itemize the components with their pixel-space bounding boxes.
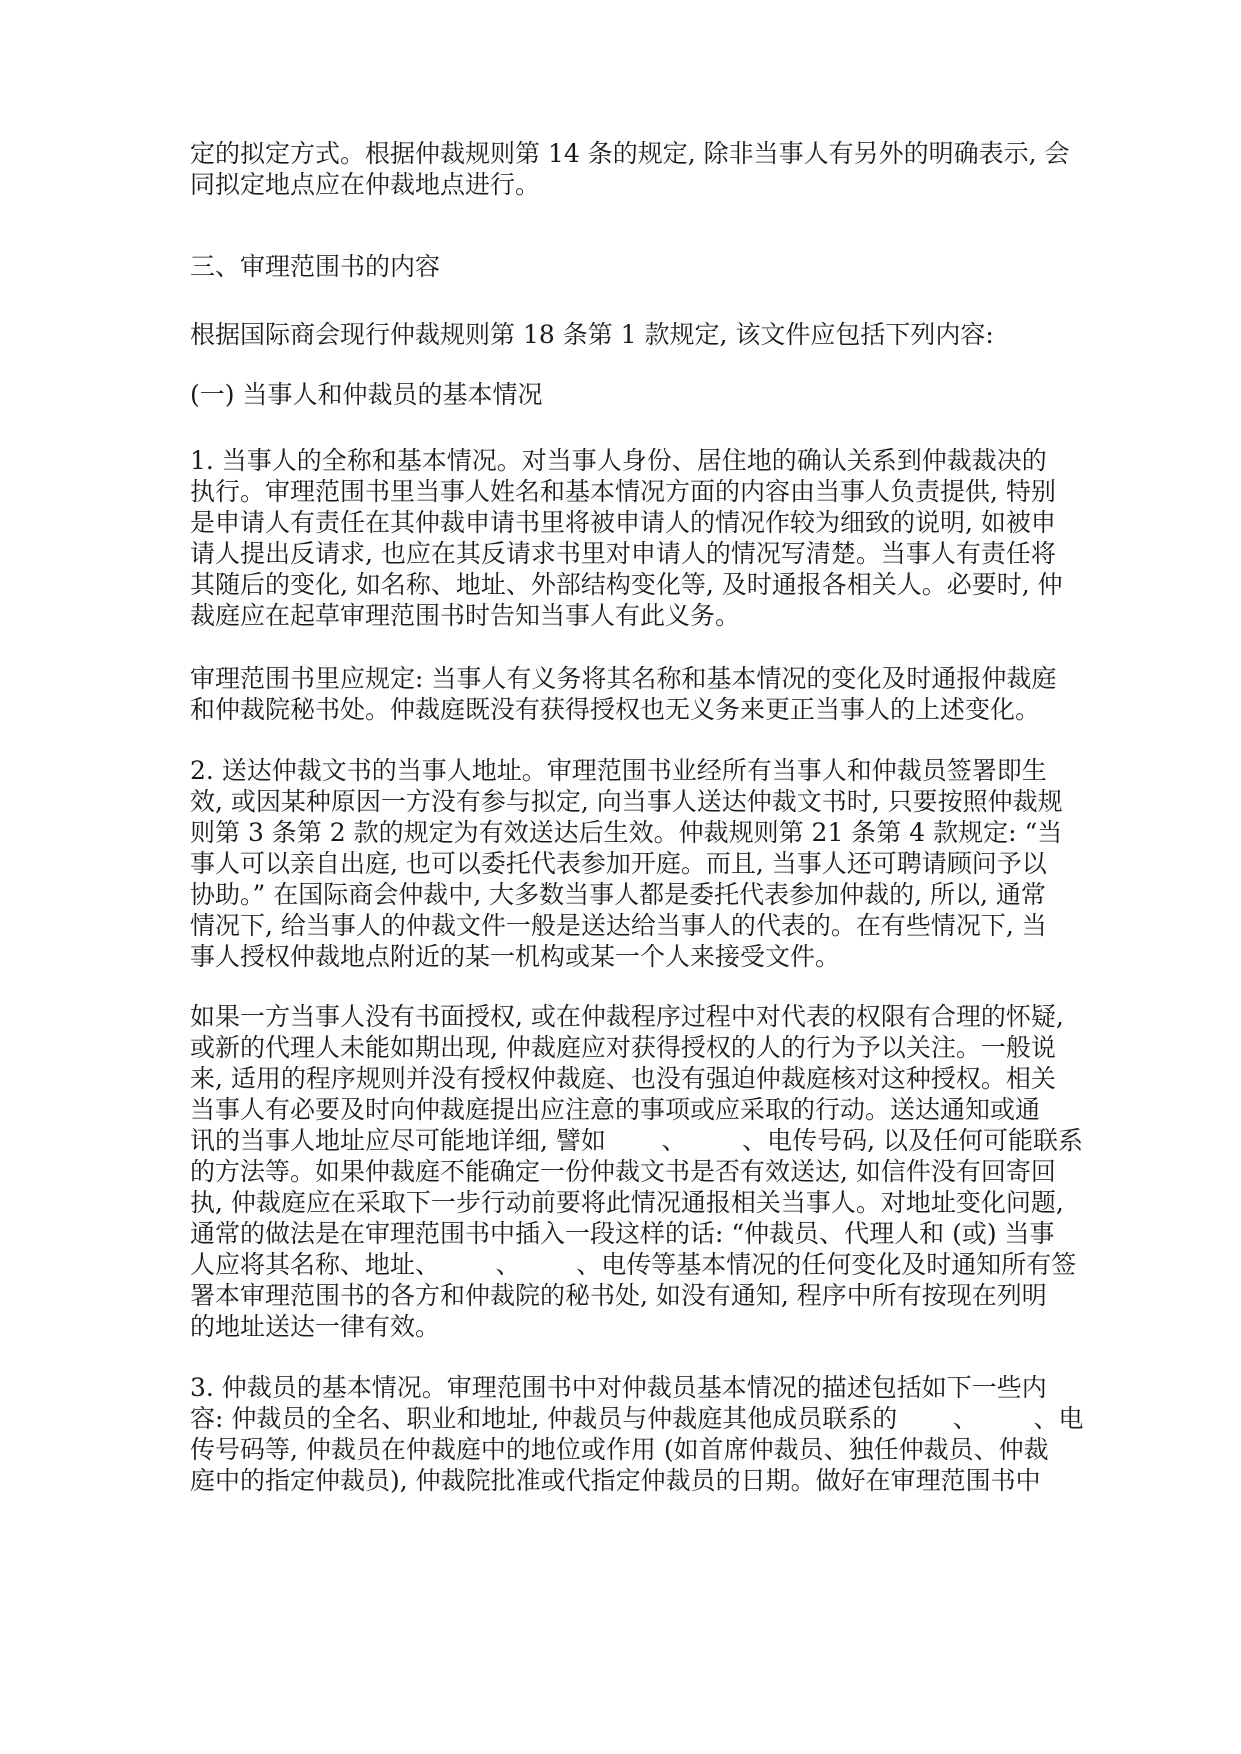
text-line: 署本审理范围书的各方和仲裁院的秘书处, 如没有通知, 程序中所有按现在列明 xyxy=(190,1281,1047,1310)
text-line: 执行。审理范围书里当事人姓名和基本情况方面的内容由当事人负责提供, 特别 xyxy=(190,477,1056,506)
text-line: 1. 当事人的全称和基本情况。对当事人身份、居住地的确认关系到仲裁裁决的 xyxy=(190,446,1047,475)
text-line: 讯的当事人地址应尽可能地详细, 譬如 、 、电传号码, 以及任何可能联系 xyxy=(190,1126,1084,1155)
paragraph-authorization xyxy=(190,1001,1084,1342)
paragraph-contents-rule xyxy=(190,319,1060,350)
heading-text: 三、审理范围书的内容 xyxy=(190,252,441,281)
heading-text: (一) 当事人和仲裁员的基本情况 xyxy=(190,380,543,409)
paragraph-intro xyxy=(190,138,1070,200)
paragraph-party-obligation xyxy=(190,663,1060,725)
text-line: 当事人有必要及时向仲裁庭提出应注意的事项或应采取的行动。送达通知或通 xyxy=(190,1095,1041,1124)
text-line: 通常的做法是在审理范围书中插入一段这样的话: “仲裁员、代理人和 (或) 当事 xyxy=(190,1219,1055,1248)
text-line: 事人可以亲自出庭, 也可以委托代表参加开庭。而且, 当事人还可聘请顾问予以 xyxy=(190,849,1047,878)
text-line: 是申请人有责任在其仲裁申请书里将被申请人的情况作较为细致的说明, 如被申 xyxy=(190,508,1056,537)
text-line: 人应将其名称、地址、 、 、电传等基本情况的任何变化及时通知所有签 xyxy=(190,1250,1077,1279)
text-line: 协助。” 在国际商会仲裁中, 大多数当事人都是委托代表参加仲裁的, 所以, 通常 xyxy=(190,880,1046,909)
text-line: 2. 送达仲裁文书的当事人地址。审理范围书业经所有当事人和仲裁员签署即生 xyxy=(190,756,1047,785)
paragraph-party-info xyxy=(190,445,1063,631)
text-line: 来, 适用的程序规则并没有授权仲裁庭、也没有强迫仲裁庭核对这种授权。相关 xyxy=(190,1064,1056,1093)
text-line: 容: 仲裁员的全名、职业和地址, 仲裁员与仲裁庭其他成员联系的 、 、电 xyxy=(190,1404,1084,1433)
text-line: 事人授权仲裁地点附近的某一机构或某一个人来接受文件。 xyxy=(190,942,841,971)
text-line: 的地址送达一律有效。 xyxy=(190,1312,441,1341)
text-line: 执, 仲裁庭应在采取下一步行动前要将此情况通报相关当事人。对地址变化问题, xyxy=(190,1188,1064,1217)
text-line: 同拟定地点应在仲裁地点进行。 xyxy=(190,170,541,199)
text-line: 的方法等。如果仲裁庭不能确定一份仲裁文书是否有效送达, 如信件没有回寄回 xyxy=(190,1157,1056,1186)
text-line: 定的拟定方式。根据仲裁规则第 14 条的规定, 除非当事人有另外的明确表示, 会 xyxy=(190,139,1070,168)
text-line: 情况下, 给当事人的仲裁文件一般是送达给当事人的代表的。在有些情况下, 当 xyxy=(190,911,1047,940)
text-line: 裁庭应在起草审理范围书时告知当事人有此义务。 xyxy=(190,601,741,630)
text-line: 如果一方当事人没有书面授权, 或在仲裁程序过程中对代表的权限有合理的怀疑, xyxy=(190,1002,1064,1031)
text-line: 审理范围书里应规定: 当事人有义务将其名称和基本情况的变化及时通报仲裁庭 xyxy=(190,664,1057,693)
text-line: 和仲裁院秘书处。仲裁庭既没有获得授权也无义务来更正当事人的上述变化。 xyxy=(190,695,1041,724)
text-line: 3. 仲裁员的基本情况。审理范围书中对仲裁员基本情况的描述包括如下一些内 xyxy=(190,1373,1047,1402)
section-heading xyxy=(190,251,1060,282)
text-line: 效, 或因某种原因一方没有参与拟定, 向当事人送达仲裁文书时, 只要按照仲裁规 xyxy=(190,787,1063,816)
paragraph-service-address xyxy=(190,755,1063,972)
text-line: 根据国际商会现行仲裁规则第 18 条第 1 款规定, 该文件应包括下列内容: xyxy=(190,320,994,349)
text-line: 庭中的指定仲裁员), 仲裁院批准或代指定仲裁员的日期。做好在审理范围书中 xyxy=(190,1466,1041,1495)
text-line: 传号码等, 仲裁员在仲裁庭中的地位或作用 (如首席仲裁员、独任仲裁员、仲裁 xyxy=(190,1435,1049,1464)
subsection-heading xyxy=(190,379,1060,410)
text-line: 则第 3 条第 2 款的规定为有效送达后生效。仲裁规则第 21 条第 4 款规定: “当 xyxy=(190,818,1063,847)
text-line: 其随后的变化, 如名称、地址、外部结构变化等, 及时通报各相关人。必要时, 仲 xyxy=(190,570,1063,599)
text-line: 请人提出反请求, 也应在其反请求书里对申请人的情况写清楚。当事人有责任将 xyxy=(190,539,1056,568)
paragraph-arbitrator-info xyxy=(190,1372,1084,1496)
text-line: 或新的代理人未能如期出现, 仲裁庭应对获得授权的人的行为予以关注。一般说 xyxy=(190,1033,1056,1062)
